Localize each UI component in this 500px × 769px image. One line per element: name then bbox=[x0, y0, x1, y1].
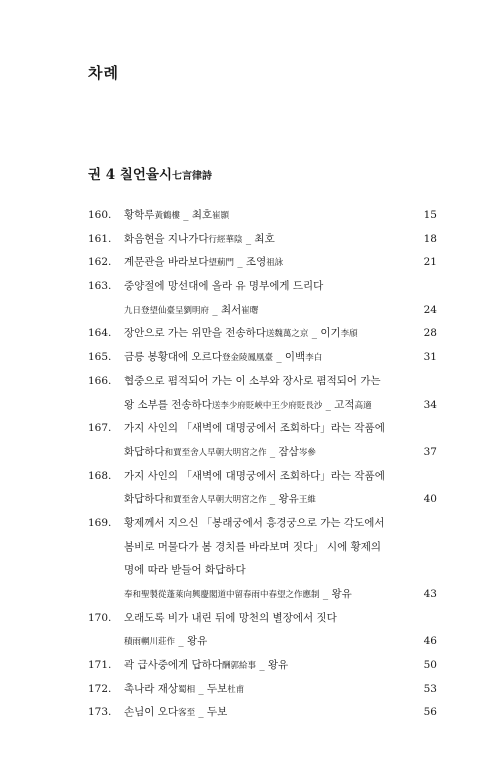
entry-title-korean: 화음현을 지나가다 bbox=[124, 232, 209, 245]
entry-title bbox=[124, 536, 411, 561]
entry-author-hanja: 王維 bbox=[298, 495, 316, 506]
entry-page-number: 34 bbox=[423, 398, 437, 411]
entry-title bbox=[124, 678, 411, 703]
toc-entry[interactable] bbox=[88, 536, 437, 560]
entry-page-number: 18 bbox=[423, 232, 437, 245]
entry-title-hanja: 行經華陰 bbox=[208, 234, 243, 245]
entry-title-korean: 봄비로 머물다가 봄 경치를 바라보며 짓다」 시에 황제의 bbox=[124, 540, 382, 553]
entry-author: _ 최서 bbox=[209, 303, 242, 316]
entry-title bbox=[124, 251, 411, 276]
entry-title-hanja: 送魏萬之京 bbox=[265, 329, 309, 340]
toc-entry[interactable] bbox=[88, 441, 437, 465]
entry-title bbox=[124, 204, 411, 229]
entry-title bbox=[124, 630, 411, 655]
entry-title-korean: 황학루 bbox=[124, 209, 155, 221]
toc-entry[interactable] bbox=[88, 583, 437, 607]
entry-page-number: 53 bbox=[423, 682, 437, 695]
toc-entry[interactable] bbox=[88, 204, 437, 228]
entry-title-korean: 협중으로 폄적되어 가는 이 소부와 장사로 폄적되어 가는 bbox=[124, 374, 381, 387]
toc-entry[interactable] bbox=[88, 654, 437, 678]
entry-title bbox=[124, 394, 411, 419]
entry-page-number: 31 bbox=[423, 351, 437, 364]
entry-number: 162. bbox=[88, 256, 112, 269]
entry-title bbox=[124, 654, 411, 679]
entry-page-number: 24 bbox=[423, 303, 437, 316]
entry-author: _ 왕유 bbox=[255, 659, 289, 672]
page-title: 차례 bbox=[88, 64, 119, 82]
entry-title-korean: 계문관을 바라보다 bbox=[124, 256, 209, 269]
toc-entry[interactable] bbox=[88, 322, 437, 346]
entry-author: _ 왕유 bbox=[266, 493, 299, 506]
entry-page-number: 21 bbox=[423, 256, 437, 269]
entry-title-hanja: 九日登望仙臺呈劉明府 bbox=[124, 305, 210, 316]
entry-number: 160. bbox=[88, 209, 112, 221]
section-title bbox=[88, 163, 212, 183]
toc-entry[interactable] bbox=[88, 465, 437, 489]
toc-entry[interactable] bbox=[88, 607, 437, 631]
entry-number: 163. bbox=[88, 280, 112, 293]
entry-author: _ 이기 bbox=[308, 327, 341, 340]
entry-author-hanja: 崔顥 bbox=[212, 211, 230, 221]
entry-title-hanja: 和賈至舍人早朝大明宮之作 bbox=[164, 447, 267, 458]
entry-title-korean: 황제께서 지으신 「봉래궁에서 흥경궁으로 가는 각도에서 bbox=[124, 516, 385, 529]
entry-number: 164. bbox=[88, 327, 112, 340]
entry-author: _ 고적 bbox=[322, 398, 355, 411]
entry-title bbox=[124, 559, 411, 584]
entry-number: 166. bbox=[88, 374, 112, 387]
toc-entry[interactable] bbox=[88, 299, 437, 323]
section-title-korean: 권 4 칠언율시 bbox=[88, 167, 172, 183]
table-of-contents bbox=[88, 204, 437, 725]
entry-title-hanja: 黃鶴樓 bbox=[154, 211, 180, 221]
entry-author-hanja: 祖詠 bbox=[266, 258, 284, 269]
entry-author-hanja: 崔曙 bbox=[241, 305, 259, 316]
toc-entry[interactable] bbox=[88, 559, 437, 583]
entry-title-hanja: 蜀相 bbox=[178, 684, 196, 695]
toc-entry[interactable] bbox=[88, 275, 437, 299]
entry-page-number: 28 bbox=[423, 327, 437, 340]
entry-author: _ 조영 bbox=[234, 256, 267, 269]
entry-author-hanja: 岑參 bbox=[298, 447, 316, 458]
entry-title-korean: 장안으로 가는 위만을 전송하다 bbox=[124, 327, 266, 340]
entry-number: 169. bbox=[88, 516, 112, 529]
toc-entry[interactable] bbox=[88, 394, 437, 418]
entry-title bbox=[124, 488, 411, 513]
entry-author: _ 잠삼 bbox=[266, 445, 299, 458]
entry-title bbox=[124, 346, 411, 371]
entry-title-korean: 중양절에 망선대에 올라 유 명부에게 드리다 bbox=[124, 280, 324, 293]
entry-title bbox=[124, 583, 411, 608]
entry-title-hanja: 送李少府貶峽中王少府貶長沙 bbox=[211, 400, 323, 411]
toc-entry[interactable] bbox=[88, 488, 437, 512]
entry-title-korean: 금릉 봉황대에 오르다 bbox=[124, 351, 222, 364]
toc-entry[interactable] bbox=[88, 701, 437, 725]
entry-title bbox=[124, 228, 411, 253]
toc-entry[interactable] bbox=[88, 512, 437, 536]
toc-entry[interactable] bbox=[88, 346, 437, 370]
toc-entry[interactable] bbox=[88, 228, 437, 252]
entry-title bbox=[124, 701, 411, 726]
entry-title-korean: 화답하다 bbox=[124, 493, 165, 506]
entry-page-number: 56 bbox=[423, 706, 437, 719]
entry-title bbox=[124, 275, 411, 300]
section-title-hanja: 七言律詩 bbox=[172, 171, 212, 182]
entry-page-number: 40 bbox=[423, 493, 437, 506]
entry-title-korean: 화답하다 bbox=[124, 445, 165, 458]
entry-page-number: 43 bbox=[423, 588, 437, 600]
entry-author: _ 왕유 bbox=[175, 635, 208, 648]
entry-author-hanja: 杜甫 bbox=[227, 684, 245, 695]
entry-title-korean: 촉나라 재상 bbox=[124, 682, 179, 695]
entry-title-korean: 가지 사인의 「새벽에 대명궁에서 조회하다」라는 작품에 bbox=[124, 469, 385, 482]
entry-number: 172. bbox=[88, 682, 112, 695]
entry-title bbox=[124, 322, 411, 347]
entry-title-hanja: 積雨輞川莊作 bbox=[124, 637, 176, 648]
entry-title-korean: 곽 급사중에게 답하다 bbox=[124, 659, 222, 672]
entry-title-hanja: 酬郭給事 bbox=[221, 661, 256, 672]
entry-title bbox=[124, 607, 411, 632]
entry-title-korean: 왕 소부를 전송하다 bbox=[124, 398, 212, 411]
entry-number: 167. bbox=[88, 422, 112, 435]
entry-page-number: 37 bbox=[423, 445, 437, 458]
toc-entry[interactable] bbox=[88, 251, 437, 275]
entry-title bbox=[124, 465, 411, 490]
entry-author: _ 두보 bbox=[195, 706, 228, 719]
entry-number: 165. bbox=[88, 351, 112, 364]
entry-author-hanja: 李白 bbox=[305, 353, 323, 364]
entry-author: _ 이백 bbox=[272, 351, 306, 364]
entry-page-number: 46 bbox=[423, 635, 437, 648]
entry-author: _ 최호 bbox=[179, 209, 213, 221]
entry-title-hanja: 奉和聖製從蓬萊向興慶閣道中留春雨中春望之作應制 bbox=[124, 590, 320, 600]
entry-title bbox=[124, 370, 411, 395]
toc-entry[interactable] bbox=[88, 678, 437, 702]
entry-title-korean: 가지 사인의 「새벽에 대명궁에서 조회하다」라는 작품에 bbox=[124, 422, 385, 435]
entry-title-korean: 명에 따라 받들어 화답하다 bbox=[124, 564, 246, 577]
entry-author-hanja: 李頎 bbox=[340, 329, 358, 340]
entry-title-korean: 오래도록 비가 내린 뒤에 망천의 별장에서 짓다 bbox=[124, 611, 337, 624]
entry-author: _ 왕유 bbox=[319, 588, 352, 600]
entry-title-hanja: 望薊門 bbox=[208, 258, 234, 269]
entry-title bbox=[124, 441, 411, 466]
entry-title bbox=[124, 299, 411, 324]
entry-number: 161. bbox=[88, 232, 112, 245]
entry-author-hanja: 高適 bbox=[354, 400, 372, 411]
entry-title-hanja: 和賈至舍人早朝大明宮之作 bbox=[164, 495, 267, 506]
entry-page-number: 50 bbox=[423, 659, 437, 672]
entry-title bbox=[124, 512, 411, 537]
toc-entry[interactable] bbox=[88, 417, 437, 441]
entry-number: 170. bbox=[88, 611, 112, 624]
entry-author: _ 최호 bbox=[242, 232, 275, 245]
entry-number: 173. bbox=[88, 706, 112, 719]
entry-title-hanja: 登金陵鳳凰臺 bbox=[221, 353, 273, 364]
entry-title-korean: 손님이 오다 bbox=[124, 706, 179, 719]
entry-number: 168. bbox=[88, 469, 112, 482]
entry-title bbox=[124, 417, 411, 442]
entry-number: 171. bbox=[88, 659, 112, 672]
entry-author: _ 두보 bbox=[195, 682, 228, 695]
toc-entry[interactable] bbox=[88, 630, 437, 654]
entry-title-hanja: 客至 bbox=[178, 708, 196, 719]
entry-page-number: 15 bbox=[423, 209, 437, 221]
toc-entry[interactable] bbox=[88, 370, 437, 394]
